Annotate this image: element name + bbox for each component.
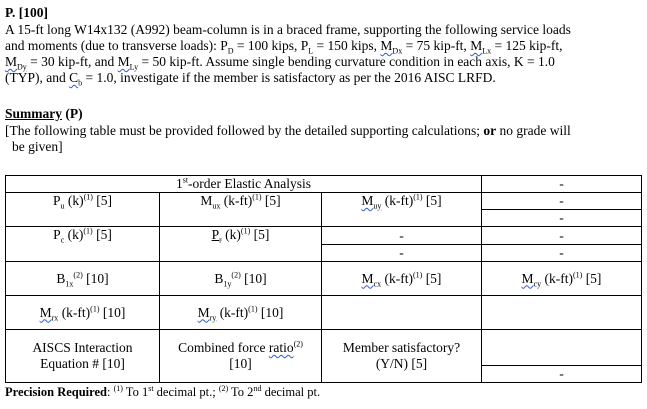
table-cell — [322, 296, 482, 330]
table-cell: - — [482, 210, 642, 227]
problem-line-4: (TYP), and $C_b = 1.0$, investigate if the member is satisfactory as per the 2016 AISC LRFD. — [5, 70, 496, 88]
b1y-cell: $B_{1y}^{(2)}$ [10] — [160, 262, 322, 296]
summary-heading: Summary (P) — [5, 106, 83, 121]
mcx-cell: $M_{cx}$ $(k-ft)^{(1)}$ [5] — [322, 262, 482, 296]
pu-cell: $P_u$ $(k)^{(1)}$ [5] — [6, 193, 160, 227]
mux-cell: $M_{ux}$ $(k-ft)^{(1)}$ [5] — [160, 193, 322, 227]
b1x-cell: $B_{1x}^{(2)}$ [10] — [6, 262, 160, 296]
table-cell: - — [482, 176, 642, 193]
mcy-cell: $M_{cy}$ $(k-ft)^{(1)}$ [5] — [482, 262, 642, 296]
table-cell: - — [482, 366, 642, 383]
table-row — [6, 193, 642, 210]
mry-cell: $M_{ry}$ $(k-ft)^{(1)}$ [10] — [160, 296, 322, 330]
mrx-cell: $M_{rx}$ $(k-ft)^{(1)}$ [10] — [6, 296, 160, 330]
member-satisfactory-cell: Member satisfactory? (Y/N) [5] — [322, 330, 482, 383]
table-row — [6, 176, 642, 193]
interaction-equation-cell: AISCS Interaction Equation # [10] — [6, 330, 160, 383]
combined-force-ratio-cell: Combined force ratio$^{(2)}$ [10] — [160, 330, 322, 383]
problem-number: P. [100] — [5, 5, 48, 20]
analysis-header: 1st-order Elastic Analysis — [6, 176, 482, 193]
table-row — [6, 262, 642, 296]
pr-cell: $P_r$ $(k)^{(1)}$ [5] — [160, 227, 322, 262]
pc-cell: $P_c$ $(k)^{(1)}$ [5] — [6, 227, 160, 262]
summary-instruction-2: be given] — [12, 139, 63, 154]
table-cell — [482, 330, 642, 366]
table-row — [6, 330, 642, 366]
problem-line-1: A 15-ft long W14x132 (A992) beam-column is in a braced frame, supporting the following service loads — [5, 22, 571, 37]
table-cell: - — [482, 193, 642, 210]
table-cell: - — [482, 227, 642, 245]
precision-note: Precision Required: $^{(1)}$ To 1st decimal pt.; $^{(2)}$ To 2nd decimal pt. — [5, 383, 321, 399]
table-row — [6, 296, 642, 330]
summary-instruction-1: [The following table must be provided followed by the detailed supporting calculations; or no grade will — [5, 123, 571, 138]
summary-table — [5, 175, 642, 383]
table-cell: - — [322, 245, 482, 262]
muy-cell: $M_{uy}$ $(k-ft)^{(1)}$ [5] — [322, 193, 482, 227]
table-row — [6, 227, 642, 245]
problem-line-3: $M_{Dy} = 30$ kip-ft, and $M_{Ly} = 50$ kip-ft. Assume single bending curvature condition in each axis, K = 1.0 — [5, 54, 555, 72]
table-cell: - — [482, 245, 642, 262]
problem-line-2: and moments (due to transverse loads): $P_D = 100$ kips, $P_L = 150$ kips, $M_{Dx} = 75$ kip-ft, $M_{Lx} = 125$ kip-ft, — [5, 38, 563, 56]
table-cell — [482, 296, 642, 330]
table-cell: - — [322, 227, 482, 245]
